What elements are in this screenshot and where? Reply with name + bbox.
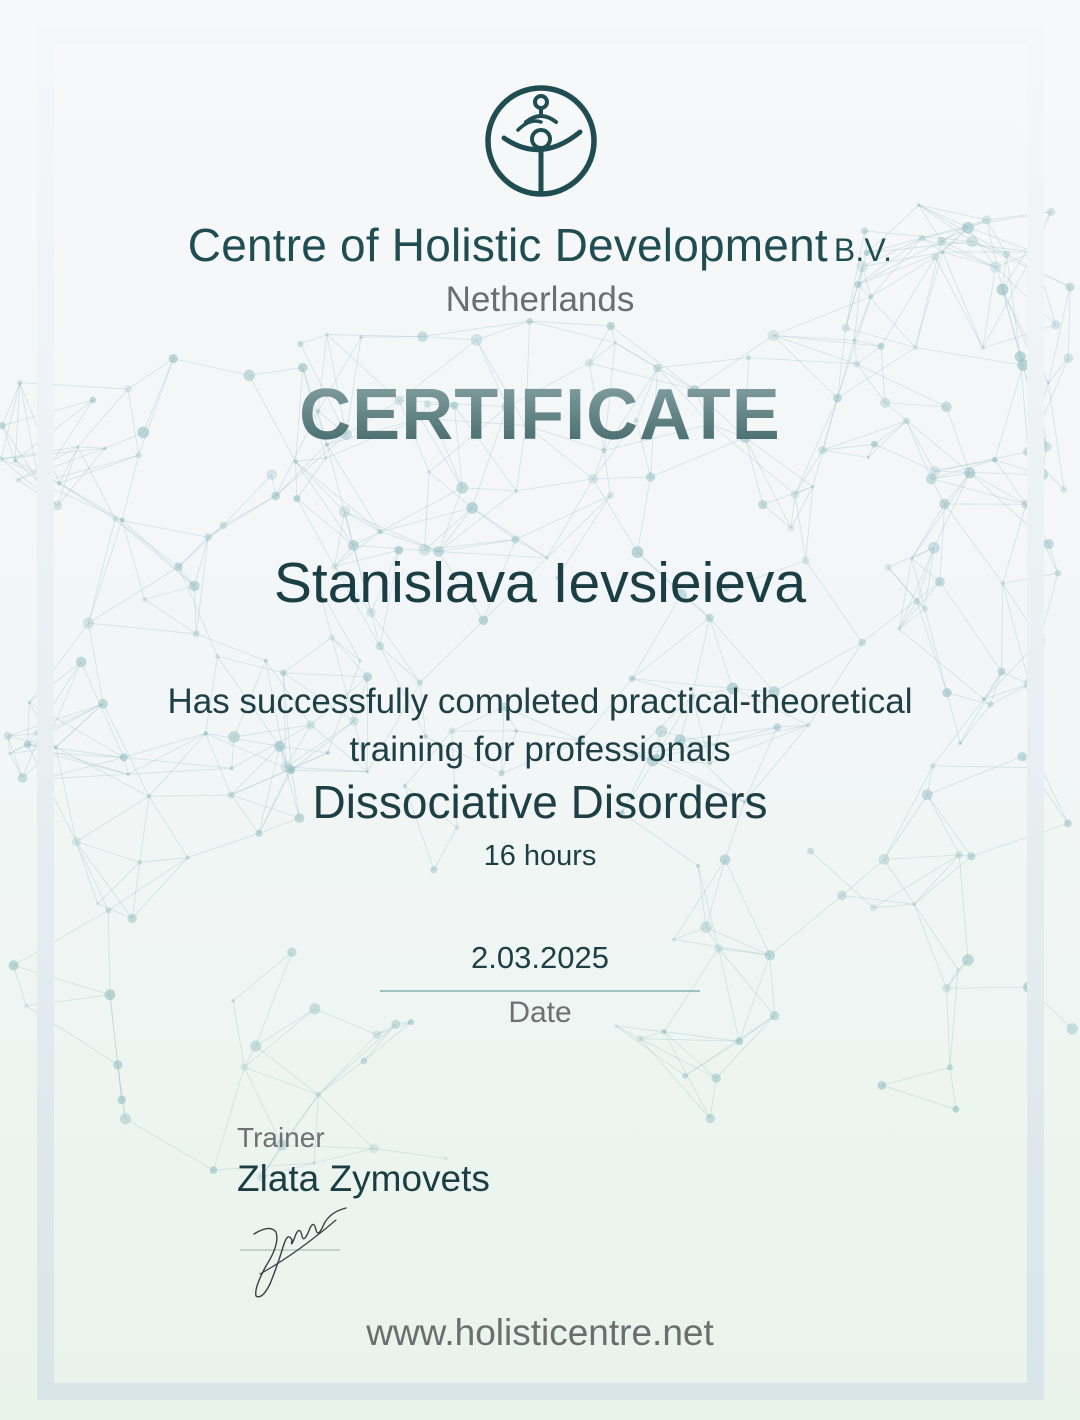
organization-name-text: Centre of Holistic Development <box>187 219 828 271</box>
organization-suffix: B.V. <box>833 232 893 268</box>
website-link[interactable]: www.holisticentre.net <box>366 1312 714 1353</box>
course-title: Dissociative Disorders <box>312 776 768 828</box>
organization-name <box>0 218 1080 272</box>
network-dot <box>1047 208 1055 216</box>
network-dot <box>1051 320 1060 329</box>
trainer-label: Trainer <box>237 1122 325 1153</box>
holistic-centre-logo-icon <box>482 82 600 200</box>
handwritten-signature-icon <box>236 1204 352 1304</box>
certificate-title: CERTIFICATE <box>0 374 1080 456</box>
completion-line-1: Has successfully completed practical-theoretical <box>167 682 913 721</box>
date-underline <box>380 990 700 992</box>
network-dot <box>1044 539 1054 549</box>
completion-line-2: training for professionals <box>349 730 731 769</box>
network-dot <box>13 458 18 463</box>
date-value: 2.03.2025 <box>471 940 609 975</box>
network-dot <box>1061 486 1068 493</box>
network-dot <box>1064 354 1073 363</box>
completion-statement <box>0 678 1080 774</box>
recipient-name: Stanislava Ievsieieva <box>273 551 807 615</box>
course-hours: 16 hours <box>483 840 597 872</box>
date-label: Date <box>508 996 572 1029</box>
network-dot <box>15 477 20 482</box>
trainer-name: Zlata Zymovets <box>237 1158 490 1199</box>
organization-country: Netherlands <box>445 280 635 319</box>
